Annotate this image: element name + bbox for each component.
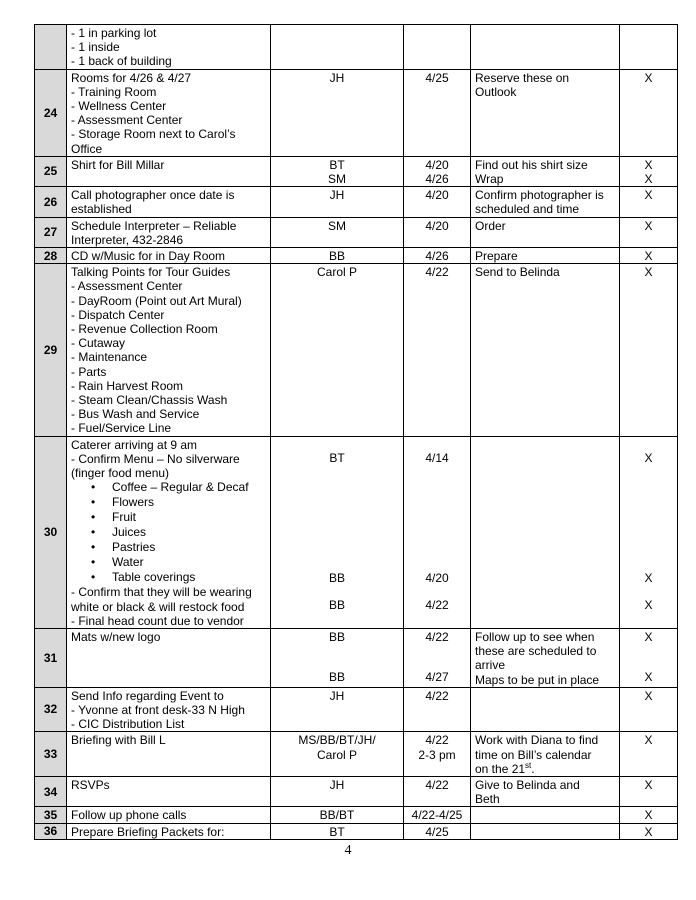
date-cell: 4/14 4/20 4/22 — [404, 436, 471, 628]
notes-cell: Reserve these on Outlook — [471, 69, 620, 156]
done-cell — [620, 25, 678, 70]
done-cell: X — [620, 687, 678, 732]
row-number: 28 — [35, 248, 67, 264]
list-item: • Flowers — [91, 495, 266, 510]
done-cell: X — [620, 732, 678, 777]
task-cell: CD w/Music for in Day Room — [67, 248, 271, 264]
responsible-cell: MS/BB/BT/JH/ Carol P — [271, 732, 404, 777]
notes-cell: Order — [471, 217, 620, 247]
table-row — [35, 732, 678, 777]
task-cell: Call photographer once date is established — [67, 187, 271, 217]
list-item: • Fruit — [91, 510, 266, 525]
table-row — [35, 436, 678, 628]
task-cell: Mats w/new logo — [67, 628, 271, 687]
done-cell: X — [620, 248, 678, 264]
responsible-cell: Carol P — [271, 264, 404, 436]
notes-cell — [471, 687, 620, 732]
task-cell: Shirt for Bill Millar — [67, 156, 271, 186]
done-cell: X — [620, 217, 678, 247]
done-cell: X X — [620, 628, 678, 687]
task-cell: Caterer arriving at 9 am - Confirm Menu – No silverware (finger food menu) • Coffee – Regular & Decaf • Flowers • Fruit • Juices • Pastries • Water • Table coverings - Confirm that they will be wearing white or black & will restock food - Final head count due to vendor — [67, 436, 271, 628]
page-number: 4 — [344, 843, 352, 858]
task-table — [34, 24, 678, 840]
table-row — [35, 687, 678, 732]
notes-cell: Prepare — [471, 248, 620, 264]
responsible-cell: JH — [271, 687, 404, 732]
row-number: 35 — [35, 807, 67, 823]
row-number: 36 — [35, 823, 67, 839]
notes-cell: Find out his shirt size Wrap — [471, 156, 620, 186]
table-row — [35, 25, 678, 70]
list-item: • Table coverings — [91, 570, 266, 585]
notes-cell: Confirm photographer is scheduled and time — [471, 187, 620, 217]
date-cell: 4/26 — [404, 248, 471, 264]
date-cell: 4/22-4/25 — [404, 807, 471, 823]
row-number — [35, 25, 67, 70]
responsible-cell: BB — [271, 248, 404, 264]
row-number: 26 — [35, 187, 67, 217]
table-row — [35, 187, 678, 217]
task-cell: RSVPs — [67, 776, 271, 806]
date-cell: 4/22 — [404, 687, 471, 732]
done-cell: X — [620, 823, 678, 839]
responsible-cell: BT — [271, 823, 404, 839]
table-row — [35, 69, 678, 156]
notes-cell — [471, 25, 620, 70]
date-cell: 4/20 — [404, 217, 471, 247]
date-cell: 4/20 4/26 — [404, 156, 471, 186]
responsible-cell: JH — [271, 69, 404, 156]
list-item: • Juices — [91, 525, 266, 540]
row-number: 32 — [35, 687, 67, 732]
responsible-cell: SM — [271, 217, 404, 247]
row-number: 29 — [35, 264, 67, 436]
date-cell: 4/22 — [404, 776, 471, 806]
notes-cell — [471, 823, 620, 839]
responsible-cell: BT SM — [271, 156, 404, 186]
row-number: 25 — [35, 156, 67, 186]
notes-cell: Send to Belinda — [471, 264, 620, 436]
table-row — [35, 248, 678, 264]
date-cell: 4/25 — [404, 69, 471, 156]
row-number: 30 — [35, 436, 67, 628]
menu-list — [71, 480, 266, 585]
done-cell: X — [620, 187, 678, 217]
responsible-cell — [271, 25, 404, 70]
date-cell: 4/22 — [404, 264, 471, 436]
notes-cell — [471, 436, 620, 628]
row-number: 34 — [35, 776, 67, 806]
row-number: 31 — [35, 628, 67, 687]
notes-cell: Follow up to see when these are scheduled to arrive Maps to be put in place — [471, 628, 620, 687]
done-cell: X — [620, 264, 678, 436]
task-cell: Rooms for 4/26 & 4/27 - Training Room - Wellness Center - Assessment Center - Storage Room next to Carol’s Office — [67, 69, 271, 156]
date-cell: 4/22 2-3 pm — [404, 732, 471, 777]
notes-cell — [471, 807, 620, 823]
list-item: • Water — [91, 555, 266, 570]
done-cell: X — [620, 776, 678, 806]
notes-cell: Work with Diana to find time on Bill’s calendar on the 21st. — [471, 732, 620, 777]
table-row — [35, 807, 678, 823]
responsible-cell: BB BB — [271, 628, 404, 687]
responsible-cell: BT BB BB — [271, 436, 404, 628]
task-cell: Briefing with Bill L — [67, 732, 271, 777]
date-cell: 4/20 — [404, 187, 471, 217]
responsible-cell: JH — [271, 187, 404, 217]
table-row — [35, 264, 678, 436]
list-item: • Pastries — [91, 540, 266, 555]
table-row — [35, 823, 678, 839]
date-cell: 4/22 4/27 — [404, 628, 471, 687]
list-item: • Coffee – Regular & Decaf — [91, 480, 266, 495]
table-row — [35, 217, 678, 247]
row-number: 27 — [35, 217, 67, 247]
task-cell: Prepare Briefing Packets for: — [67, 823, 271, 839]
task-cell: Follow up phone calls — [67, 807, 271, 823]
notes-cell: Give to Belinda and Beth — [471, 776, 620, 806]
task-cell: - 1 in parking lot - 1 inside - 1 back of building — [67, 25, 271, 70]
table-row — [35, 776, 678, 806]
row-number: 24 — [35, 69, 67, 156]
task-cell: Send Info regarding Event to - Yvonne at front desk-33 N High - CIC Distribution List — [67, 687, 271, 732]
task-cell: Talking Points for Tour Guides - Assessment Center - DayRoom (Point out Art Mural) - Dispatch Center - Revenue Collection Room - Cutaway - Maintenance - Parts - Rain Harvest Room - Steam Clean/Chassis Wash - Bus Wash and Service - Fuel/Service Line — [67, 264, 271, 436]
task-cell: Schedule Interpreter – Reliable Interpreter, 432-2846 — [67, 217, 271, 247]
done-cell: X X X — [620, 436, 678, 628]
responsible-cell: JH — [271, 776, 404, 806]
row-number: 33 — [35, 732, 67, 777]
date-cell — [404, 25, 471, 70]
done-cell: X — [620, 807, 678, 823]
table-row — [35, 156, 678, 186]
done-cell: X X — [620, 156, 678, 186]
date-cell: 4/25 — [404, 823, 471, 839]
responsible-cell: BB/BT — [271, 807, 404, 823]
done-cell: X — [620, 69, 678, 156]
table-row — [35, 628, 678, 687]
